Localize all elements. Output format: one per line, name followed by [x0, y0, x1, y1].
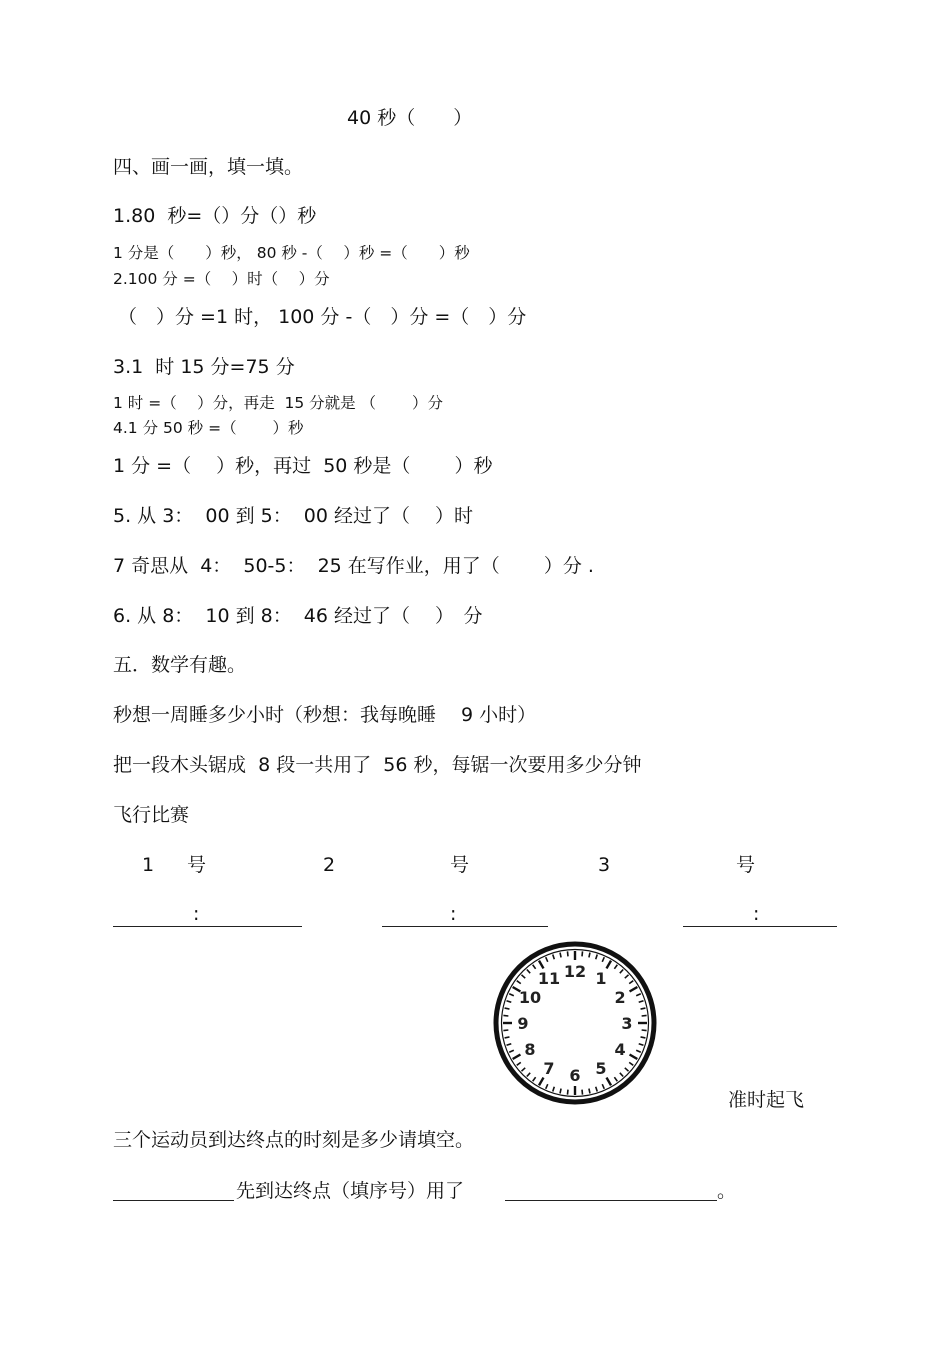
racer-1-number: 1	[142, 854, 155, 876]
clock-tick	[560, 1089, 561, 1094]
clock-tick	[533, 1077, 536, 1081]
clock-tick	[567, 1090, 568, 1095]
question-3: 3.1 时 15 分=75 分	[113, 356, 295, 378]
racer-3-number: 3	[598, 854, 611, 876]
clock-tick	[629, 1062, 633, 1065]
clock-tick	[527, 1073, 530, 1077]
first-arrival-text: 先到达终点（填序号）用了	[236, 1180, 465, 1202]
question-1-detail: 1 分是（ ）秒， 80 秒 -（ ）秒 =（ ）秒	[113, 244, 470, 262]
question-4: 4.1 分 50 秒 =（ ）秒	[113, 419, 304, 437]
question-4-detail: 1 分 =（ ）秒，再过 50 秒是（ ）秒	[113, 455, 493, 477]
clock-number: 2	[614, 988, 626, 1007]
clock-tick	[582, 1090, 583, 1095]
question-3-detail: 1 时 =（ ）分，再走 15 分就是 （ ）分	[113, 394, 443, 412]
clock-tick	[596, 1087, 598, 1092]
flight-race-title: 飞行比赛	[113, 804, 190, 826]
clock-tick	[630, 1055, 638, 1060]
clock-tick	[589, 953, 590, 958]
clock-number: 3	[621, 1014, 633, 1033]
clock-tick	[642, 1015, 647, 1016]
clock-tick	[546, 1084, 548, 1089]
clock-tick	[507, 1001, 512, 1003]
clock-tick	[505, 1008, 510, 1009]
question-1: 1.80 秒=（）分（）秒	[113, 205, 317, 227]
clock-tick	[641, 1008, 646, 1009]
clock-tick	[596, 955, 598, 960]
clock-tick	[509, 994, 514, 996]
first-arrival-blank	[113, 1200, 234, 1201]
racer-1-label: 号	[187, 854, 207, 876]
time-used-blank	[505, 1200, 717, 1201]
clock-tick	[539, 1078, 544, 1086]
racer-2-number: 2	[323, 854, 336, 876]
clock-face	[492, 940, 658, 1106]
clock-number: 6	[569, 1066, 581, 1085]
clock-tick	[546, 957, 548, 962]
question-7: 7 奇思从 4： 50-5： 25 在写作业，用了（ ）分 .	[113, 555, 594, 577]
clock-tick	[641, 1037, 646, 1038]
clock-number: 7	[543, 1059, 555, 1079]
clock-tick	[625, 975, 629, 978]
clock-tick	[567, 951, 568, 956]
clock-tick	[614, 965, 617, 969]
racer-2-time-colon: :	[450, 903, 457, 925]
clock-tick	[503, 1030, 508, 1031]
clock-tick	[607, 1078, 612, 1086]
racer-3-label: 号	[736, 854, 756, 876]
clock-tick	[505, 1037, 510, 1038]
racer-3-time-blank	[683, 926, 837, 927]
clock-tick	[521, 975, 525, 978]
clock-tick	[517, 1062, 521, 1065]
clock-tick	[629, 981, 633, 984]
question-40-seconds: 40 秒（ ）	[347, 107, 473, 129]
sawing-question: 把一段木头锯成 8 段一共用了 56 秒，每锯一次要用多少分钟	[113, 754, 642, 776]
clock-numbers	[517, 962, 632, 1085]
clock-tick	[507, 1044, 512, 1046]
clock-number: 5	[595, 1059, 607, 1079]
clock-tick	[602, 1084, 604, 1089]
racer-3-time-colon: :	[753, 903, 760, 925]
clock-tick	[513, 1055, 521, 1060]
racer-2-label: 号	[450, 854, 470, 876]
clock-tick	[521, 1068, 525, 1071]
section-four-heading: 四、画一画，填一填。	[113, 156, 304, 178]
clock-tick	[625, 1068, 629, 1071]
clock-number: 10	[518, 988, 542, 1007]
racer-2-time-blank	[382, 926, 548, 927]
clock-number: 9	[517, 1014, 529, 1033]
arrival-question: 三个运动员到达终点的时刻是多少请填空。	[113, 1129, 475, 1151]
sentence-end: 。	[717, 1180, 737, 1202]
clock-tick	[620, 1073, 623, 1077]
clock-tick	[503, 1015, 508, 1016]
question-2-detail: （ ）分 =1 时， 100 分 -（ ）分 =（ ）分	[118, 306, 527, 328]
clock-number: 11	[537, 968, 561, 988]
clock-number: 8	[524, 1040, 536, 1059]
clock-tick	[639, 1044, 644, 1046]
clock-tick	[642, 1030, 647, 1031]
on-time-takeoff-label: 准时起飞	[728, 1089, 805, 1111]
question-5: 5. 从 3： 00 到 5： 00 经过了（ ）时	[113, 505, 474, 527]
question-2: 2.100 分 =（ ）时（ ）分	[113, 270, 330, 288]
clock-tick	[539, 961, 544, 969]
clock-tick	[636, 1050, 641, 1052]
sleep-question: 秒想一周睡多少小时（秒想：我每晚睡 9 小时）	[113, 704, 537, 726]
clock-number: 12	[563, 962, 587, 981]
clock-tick	[582, 951, 583, 956]
clock-tick	[630, 987, 638, 992]
clock-tick	[620, 969, 623, 973]
clock-tick	[607, 961, 612, 969]
clock-tick	[639, 1001, 644, 1003]
clock-tick	[636, 994, 641, 996]
section-five-heading: 五．数学有趣。	[113, 654, 247, 676]
racer-1-time-blank	[113, 926, 302, 927]
clock-number: 4	[614, 1040, 626, 1059]
clock-tick	[614, 1077, 617, 1081]
question-6: 6. 从 8： 10 到 8： 46 经过了（ ） 分	[113, 605, 483, 627]
clock-tick	[560, 953, 561, 958]
clock-tick	[553, 1087, 555, 1092]
clock-tick	[509, 1050, 514, 1052]
clock-tick	[533, 965, 536, 969]
clock-number: 1	[595, 968, 607, 988]
clock-tick	[527, 969, 530, 973]
racer-1-time-colon: :	[193, 903, 200, 925]
clock-tick	[602, 957, 604, 962]
clock-tick	[589, 1089, 590, 1094]
clock-tick	[553, 955, 555, 960]
clock-tick	[517, 981, 521, 984]
